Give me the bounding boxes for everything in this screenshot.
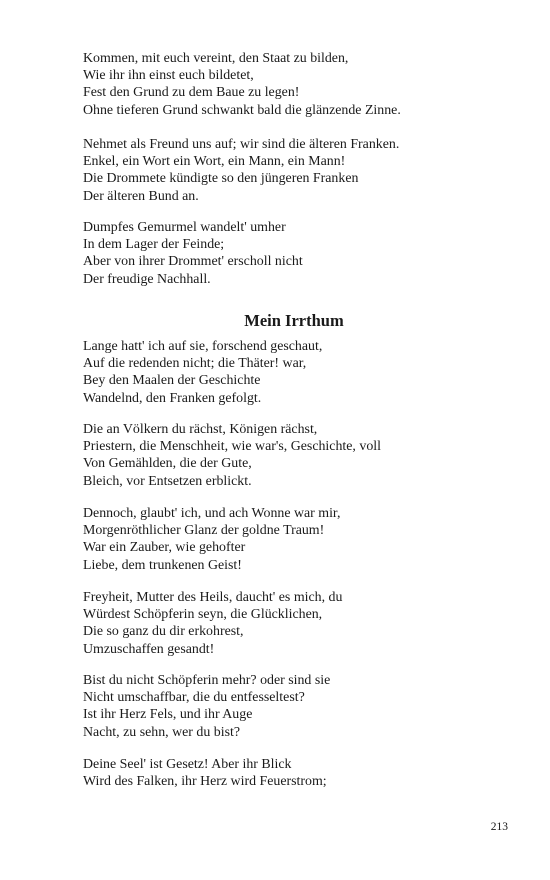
verse-line: Der freudige Nachhall. — [83, 271, 211, 287]
verse-line: Liebe, dem trunkenen Geist! — [83, 557, 242, 573]
verse-line: Bist du nicht Schöpferin mehr? oder sind sie — [83, 673, 331, 688]
verse-line: Umzuschaffen gesandt! — [83, 641, 215, 657]
verse-line: Ohne tieferen Grund schwankt bald die glänzende Zinne. — [83, 102, 401, 118]
verse-line: Wird des Falken, ihr Herz wird Feuerstrom; — [83, 774, 327, 790]
verse-line: Die Drommete kündigte so den jüngeren Franken — [83, 171, 359, 187]
poem-title: Mein Irrthum — [244, 311, 344, 330]
verse-line: Fest den Grund zu dem Baue zu legen! — [83, 85, 300, 101]
stanza — [83, 50, 523, 119]
verse-line: Deine Seel' ist Gesetz! Aber ihr Blick — [83, 757, 292, 772]
verse-line: Priestern, die Menschheit, wie war's, Geschichte, voll — [83, 439, 381, 455]
verse-line: Wie ihr ihn einst euch bildetet, — [83, 68, 254, 84]
stanza — [83, 136, 523, 205]
verse-line: War ein Zauber, wie gehofter — [83, 540, 246, 556]
verse-line: Kommen, mit euch vereint, den Staat zu bilden, — [83, 51, 349, 66]
verse-line: Bey den Maalen der Geschichte — [83, 373, 261, 389]
stanza — [83, 589, 523, 658]
page-number: 213 — [490, 821, 508, 833]
verse-line: Die an Völkern du rächst, Königen rächst, — [83, 422, 318, 437]
verse-line: In dem Lager der Feinde; — [83, 237, 225, 253]
verse-line: Freyheit, Mutter des Heils, daucht' es mich, du — [83, 590, 343, 605]
verse-line: Von Gemählden, die der Gute, — [83, 456, 252, 472]
verse-line: Dumpfes Gemurmel wandelt' umher — [83, 220, 286, 235]
stanza — [83, 219, 523, 288]
stanza — [83, 421, 523, 490]
verse-line: Ist ihr Herz Fels, und ihr Auge — [83, 707, 253, 723]
stanza — [83, 756, 523, 790]
verse-line: Auf die redenden nicht; die Thäter! war, — [83, 356, 307, 372]
stanza — [83, 505, 523, 574]
verse-line: Nehmet als Freund uns auf; wir sind die älteren Franken. — [83, 137, 400, 152]
verse-line: Die so ganz du dir erkohrest, — [83, 624, 244, 640]
verse-line: Morgenröthlicher Glanz der goldne Traum! — [83, 523, 325, 539]
verse-line: Wandelnd, den Franken gefolgt. — [83, 390, 262, 406]
verse-line: Aber von ihrer Drommet' erscholl nicht — [83, 254, 303, 270]
verse-line: Dennoch, glaubt' ich, und ach Wonne war mir, — [83, 506, 341, 521]
verse-line: Der älteren Bund an. — [83, 188, 199, 204]
verse-line: Nicht umschaffbar, die du entfesseltest? — [83, 690, 305, 706]
stanza — [83, 338, 523, 407]
verse-line: Lange hatt' ich auf sie, forschend geschaut, — [83, 339, 323, 354]
stanza — [83, 672, 523, 741]
verse-line: Nacht, zu sehn, wer du bist? — [83, 724, 240, 740]
verse-line: Würdest Schöpferin seyn, die Glücklichen, — [83, 607, 323, 623]
verse-line: Bleich, vor Entsetzen erblickt. — [83, 473, 252, 489]
verse-line: Enkel, ein Wort ein Wort, ein Mann, ein Mann! — [83, 154, 346, 170]
